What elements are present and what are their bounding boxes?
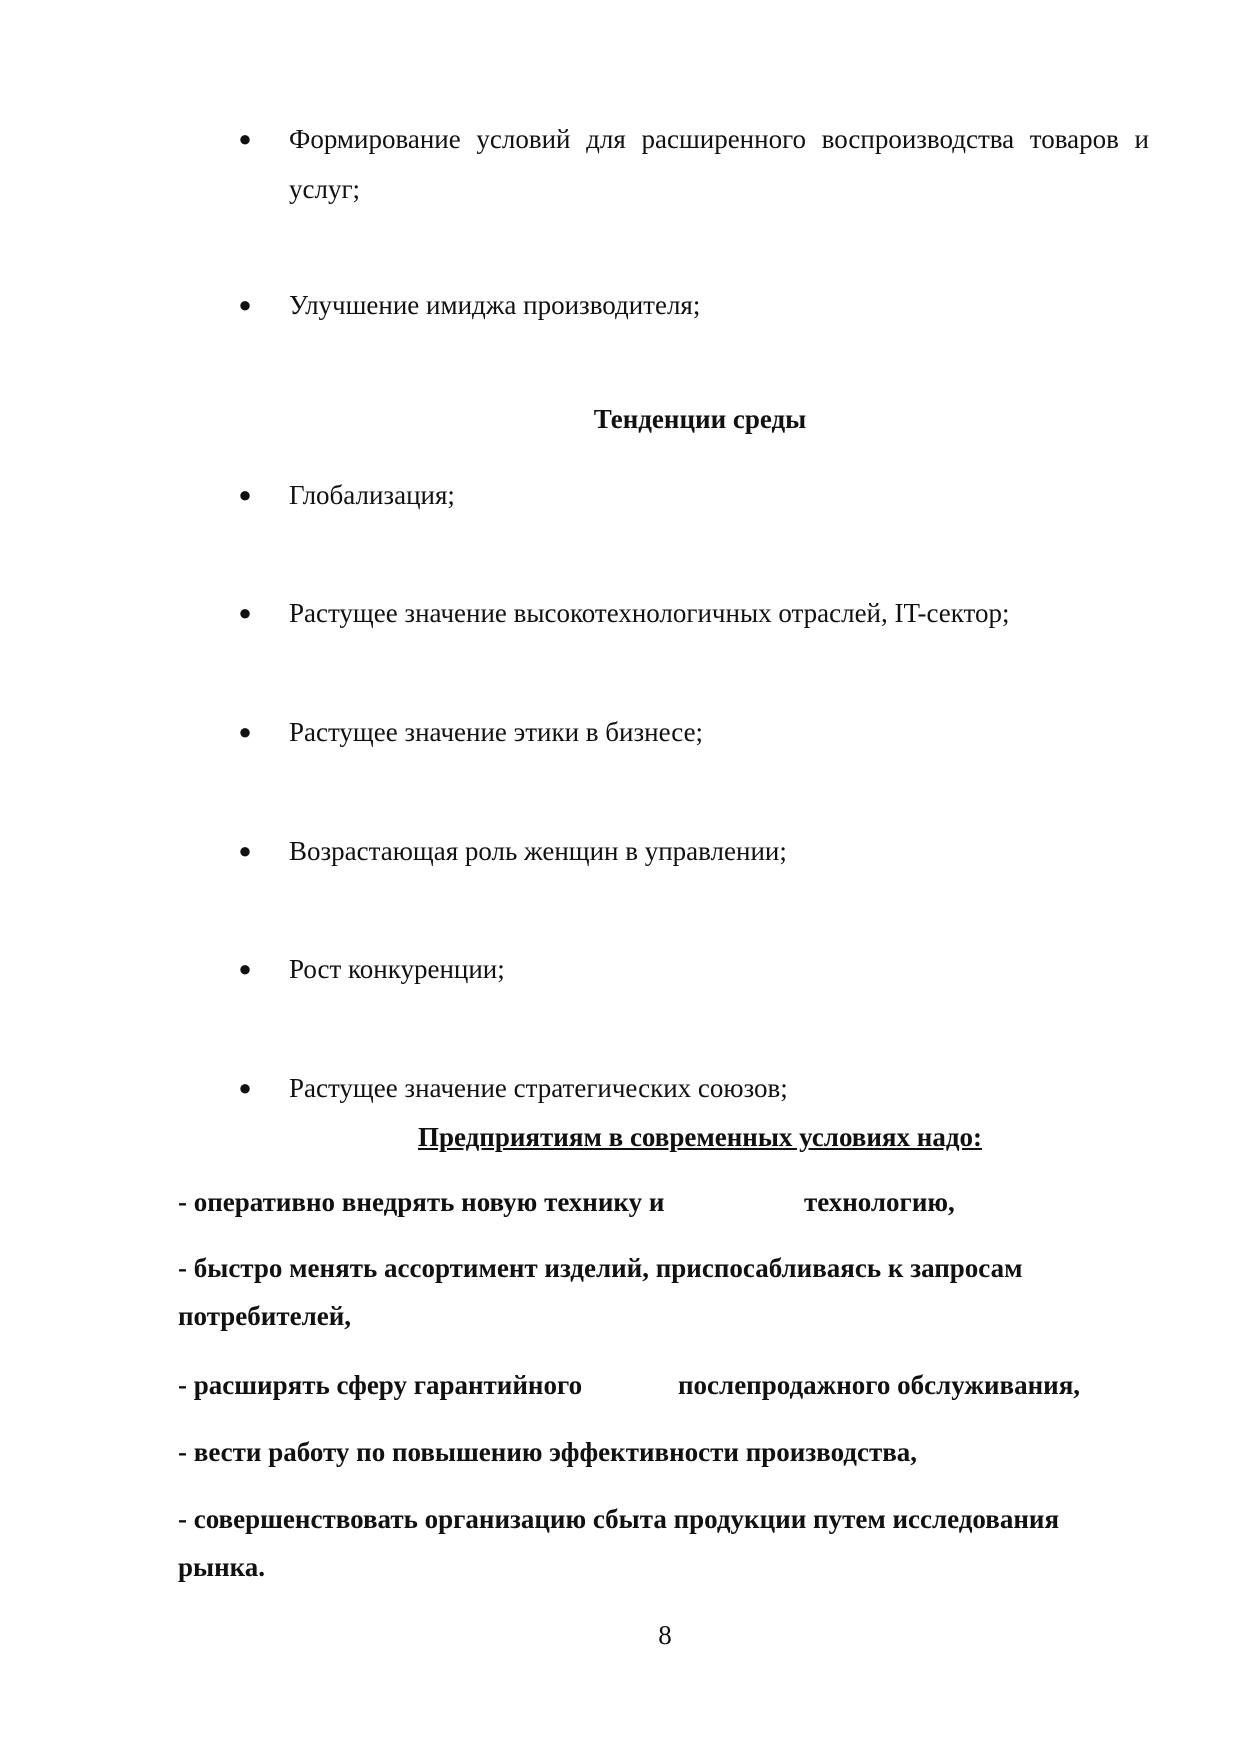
- bullet-icon: ●: [238, 1075, 252, 1100]
- task-line: - быстро менять ассортимент изделий, приспосабливаясь к запросам потребителей,: [178, 1253, 1023, 1331]
- bullet-icon: ●: [238, 838, 252, 863]
- task-line: [178, 1178, 1148, 1226]
- task-line: [178, 1361, 1148, 1409]
- page-number: 8: [658, 1620, 672, 1650]
- task-text: послепродажного обслуживания,: [678, 1370, 1081, 1400]
- list-item-text: Рост конкуренции;: [289, 954, 505, 984]
- task-text: - расширять сферу гарантийного: [178, 1370, 583, 1400]
- bullet-icon: ●: [238, 126, 252, 151]
- bullet-icon: ●: [238, 482, 252, 507]
- list-item-text: Улучшение имиджа производителя;: [289, 290, 701, 320]
- bullet-icon: ●: [238, 292, 252, 317]
- bullet-icon: ●: [238, 719, 252, 744]
- task-text: - оперативно внедрять новую технику и: [178, 1187, 665, 1217]
- task-line: - вести работу по повышению эффективности производства,: [178, 1437, 918, 1467]
- list-item-text: Растущее значение этики в бизнесе;: [289, 717, 704, 747]
- task-text: технологию,: [804, 1187, 955, 1217]
- list-item-text: Глобализация;: [289, 480, 455, 510]
- task-line: - совершенствовать организацию сбыта продукции путем исследования рынка.: [178, 1504, 1060, 1582]
- list-item-text: Растущее значение высокотехнологичных отраслей, IT-сектор;: [289, 598, 1010, 628]
- trends-heading: Тенденции среды: [593, 404, 807, 434]
- list-item-text: Возрастающая роль женщин в управлении;: [289, 836, 787, 866]
- enterprises-heading: Предприятиям в современных условиях надо:: [418, 1122, 982, 1152]
- bullet-icon: ●: [238, 600, 252, 625]
- list-item-text: Формирование условий для расширенного воспроизводства товаров и услуг;: [289, 124, 1149, 204]
- bullet-icon: ●: [238, 956, 252, 981]
- list-item-text: Растущее значение стратегических союзов;: [289, 1073, 788, 1103]
